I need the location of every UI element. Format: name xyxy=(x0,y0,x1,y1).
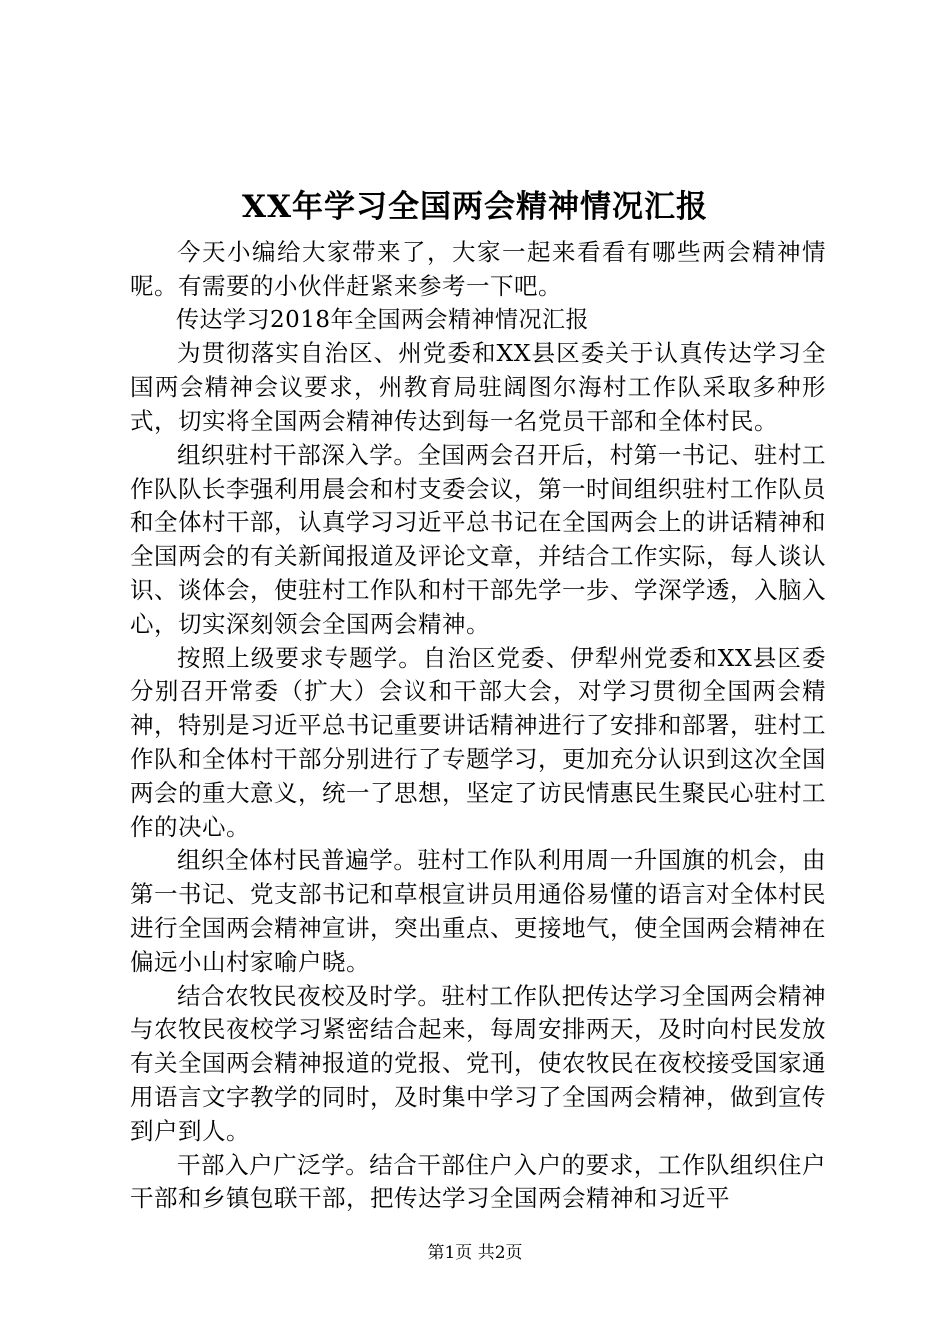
body-paragraph: 结合农牧民夜校及时学。驻村工作队把传达学习全国两会精神与农牧民夜校学习紧密结合起来，每周安排两天，及时向村民发放有关全国两会精神报道的党报、党刊，使农牧民在夜校接受国家通用语言文字教学的同时，及时集中学习了全国两会精神，做到宣传到户到人。 xyxy=(130,981,826,1145)
body-paragraph: 组织全体村民普遍学。驻村工作队利用周一升国旗的机会，由第一书记、党支部书记和草根宣讲员用通俗易懂的语言对全体村民进行全国两会精神宣讲，突出重点、更接地气，使全国两会精神在偏远小山村家喻户晓。 xyxy=(130,846,826,976)
body-paragraph: 为贯彻落实自治区、州党委和XX县区委关于认真传达学习全国两会精神会议要求，州教育局驻阔图尔海村工作队采取多种形式，切实将全国两会精神传达到每一名党员干部和全体村民。 xyxy=(130,339,826,435)
body-paragraph: 干部入户广泛学。结合干部住户入户的要求，工作队组织住户干部和乡镇包联干部，把传达学习全国两会精神和习近平 xyxy=(130,1150,826,1213)
intro-paragraph: 今天小编给大家带来了，大家一起来看看有哪些两会精神情呢。有需要的小伙伴赶紧来参考一下吧。 xyxy=(130,238,826,300)
document-body xyxy=(130,236,826,1216)
page-footer: 第1页 共2页 xyxy=(427,1243,523,1263)
body-paragraph: 组织驻村干部深入学。全国两会召开后，村第一书记、驻村工作队队长李强利用晨会和村支委会议，第一时间组织驻村工作队员和全体村干部，认真学习习近平总书记在全国两会上的讲话精神和全国两会的有关新闻报道及评论文章，并结合工作实际，每人谈认识、谈体会，使驻村工作队和村干部先学一步、学深学透，入脑入心，切实深刻领会全国两会精神。 xyxy=(130,440,826,638)
report-subtitle: 传达学习2018年全国两会精神情况汇报 xyxy=(176,306,590,333)
document-title: XX年学习全国两会精神情况汇报 xyxy=(241,189,709,225)
body-paragraph: 按照上级要求专题学。自治区党委、伊犁州党委和XX县区委分别召开常委（扩大）会议和干部大会，对学习贯彻全国两会精神，特别是习近平总书记重要讲话精神进行了安排和部署，驻村工作队和全体村干部分别进行了专题学习，更加充分认识到这次全国两会的重大意义，统一了思想，坚定了访民情惠民生聚民心驻村工作的决心。 xyxy=(130,643,826,841)
